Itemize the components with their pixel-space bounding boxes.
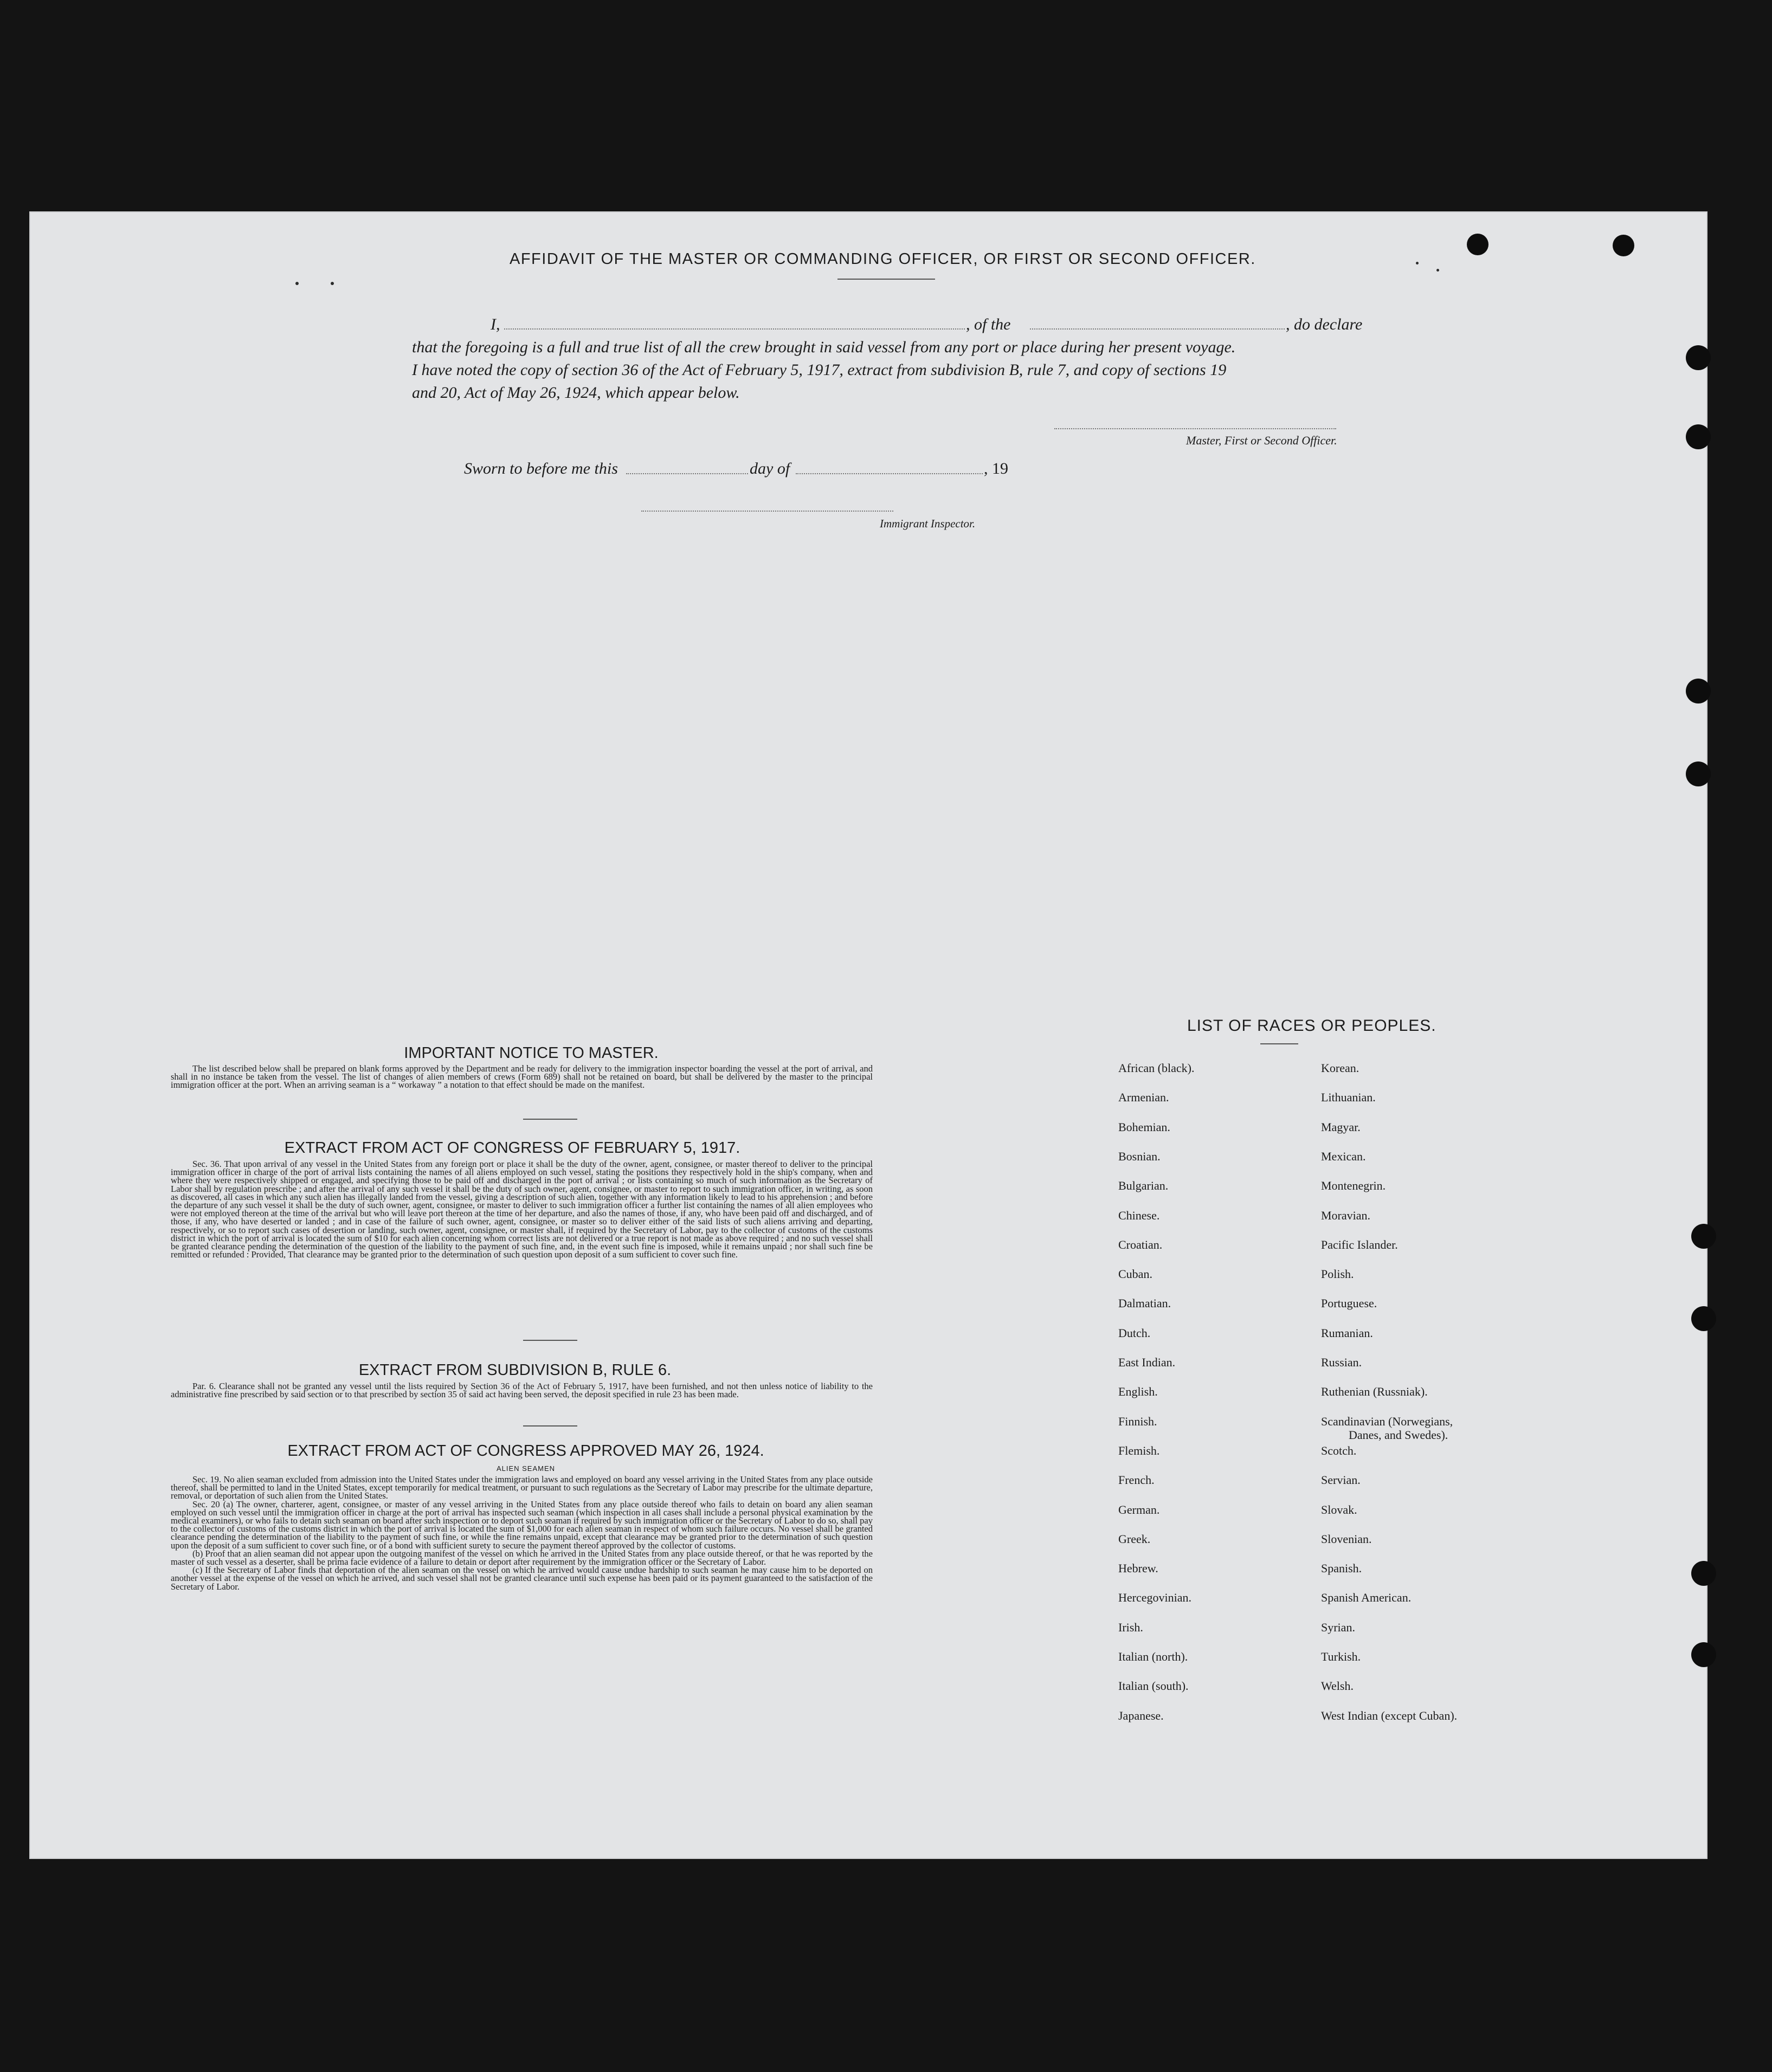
race-item: West Indian (except Cuban). [1321, 1709, 1458, 1722]
race-item: Chinese. [1118, 1209, 1160, 1222]
document-sheet [29, 211, 1707, 1859]
race-item: Irish. [1118, 1621, 1143, 1634]
punch-hole [1686, 345, 1711, 370]
subdivision-b-body [171, 1382, 873, 1398]
affidavit-line-4: and 20, Act of May 26, 1924, which appear below. [412, 384, 740, 402]
race-item: Slovak. [1321, 1503, 1357, 1516]
speck [1436, 269, 1439, 272]
affidavit-title: AFFIDAVIT OF THE MASTER OR COMMANDING OFFICER, OR FIRST OR SECOND OFFICER. [510, 250, 1256, 268]
race-item: Turkish. [1321, 1650, 1361, 1663]
punch-hole [1691, 1561, 1716, 1586]
master-signature-line [1054, 428, 1336, 429]
affidavit-line-2: that the foregoing is a full and true list of all the crew brought in said vessel from any port or place during her present voyage. [412, 338, 1236, 356]
race-item: Finnish. [1118, 1415, 1157, 1428]
speck [1416, 262, 1419, 264]
race-item: Magyar. [1321, 1120, 1361, 1134]
race-item: Moravian. [1321, 1209, 1371, 1222]
races-title-underline [1260, 1043, 1298, 1044]
race-item: Rumanian. [1321, 1326, 1373, 1340]
race-item: Slovenian. [1321, 1532, 1372, 1546]
extract-1917-title: EXTRACT FROM ACT OF CONGRESS OF FEBRUARY 5, 1917. [284, 1139, 740, 1157]
race-item: Portuguese. [1321, 1296, 1377, 1310]
punch-hole [1691, 1306, 1716, 1331]
race-item: Flemish. [1118, 1444, 1160, 1457]
race-item: Bulgarian. [1118, 1179, 1169, 1192]
races-title: LIST OF RACES OR PEOPLES. [1187, 1017, 1436, 1035]
master-caption: Master, First or Second Officer. [1186, 434, 1337, 447]
race-item: Pacific Islander. [1321, 1238, 1398, 1251]
inspector-caption: Immigrant Inspector. [880, 517, 976, 530]
speck [331, 282, 334, 285]
race-item: Servian. [1321, 1473, 1361, 1487]
race-item: Syrian. [1321, 1621, 1355, 1634]
inspector-signature-line [641, 511, 893, 512]
sworn-day-blank [626, 473, 748, 474]
race-item: Hercegovinian. [1118, 1591, 1191, 1604]
affidavit-do-declare: , do declare [1286, 315, 1363, 333]
race-item: Bosnian. [1118, 1150, 1161, 1163]
race-item: Dalmatian. [1118, 1296, 1171, 1310]
subdivision-b-title: EXTRACT FROM SUBDIVISION B, RULE 6. [358, 1361, 672, 1379]
race-item: African (black). [1118, 1061, 1195, 1075]
race-item: Ruthenian (Russniak). [1321, 1385, 1428, 1398]
race-item: Montenegrin. [1321, 1179, 1386, 1192]
race-item: French. [1118, 1473, 1155, 1487]
notice-paragraph: The list described below shall be prepared on blank forms approved by the Department and be ready for delivery to the immigration inspector boarding the vessel at the port of arrival, and shall in no instance be taken from the vessel. The list of changes of alien members of crews (Form 689) shall not be retained on board, but shall be delivered by the master to the principal immigration officer at the port. When an arriving seaman is a “ workaway ” a notation to that effect should be made on the manifest. [171, 1063, 873, 1090]
punch-hole [1686, 761, 1711, 786]
punch-hole [1613, 235, 1634, 256]
sec-20b-paragraph: (b) Proof that an alien seaman did not appear upon the outgoing manifest of the vessel on which he arrived in the United States from any place outside thereof, or that he was reported by the master of such vessel as a deserter, shall be prima facie evidence of a failure to detain or deport after requirement by the immigration officer or the Secretary of Labor. [171, 1548, 873, 1567]
race-item: Scotch. [1321, 1444, 1357, 1457]
alien-seamen-subtitle: ALIEN SEAMEN [496, 1464, 556, 1473]
race-item: Mexican. [1321, 1150, 1366, 1163]
name-blank [504, 328, 965, 330]
race-item: Italian (north). [1118, 1650, 1188, 1663]
race-item: Greek. [1118, 1532, 1151, 1546]
race-item: Polish. [1321, 1267, 1354, 1281]
punch-hole [1691, 1224, 1716, 1249]
race-item: Cuban. [1118, 1267, 1152, 1281]
extract-1917-divider [523, 1340, 577, 1341]
sworn-month-blank [796, 473, 983, 474]
race-item: Scandinavian (Norwegians, [1321, 1415, 1453, 1428]
notice-body [171, 1064, 873, 1089]
race-item: Welsh. [1321, 1679, 1354, 1693]
affidavit-line-3: I have noted the copy of section 36 of the Act of February 5, 1917, extract from subdivision B, rule 7, and copy of sections 19 [412, 361, 1227, 379]
speck [295, 282, 299, 285]
notice-title: IMPORTANT NOTICE TO MASTER. [404, 1044, 659, 1062]
sworn-label: Sworn to before me this [464, 460, 618, 477]
race-item: Dutch. [1118, 1326, 1151, 1340]
sworn-day-of: day of [750, 460, 790, 477]
race-item: Croatian. [1118, 1238, 1163, 1251]
extract-1917-body [171, 1160, 873, 1258]
vessel-blank [1030, 328, 1285, 330]
race-item: Spanish. [1321, 1561, 1362, 1575]
race-item: English. [1118, 1385, 1158, 1398]
punch-hole [1467, 234, 1489, 255]
race-item-scandinavian-continued: Danes, and Swedes). [1349, 1428, 1448, 1442]
punch-hole [1691, 1642, 1716, 1667]
sec-20c-paragraph: (c) If the Secretary of Labor finds that deportation of the alien seaman on the vessel on which he arrived would cause undue hardship to such seaman he may cause him to be deported on another vessel at the expense of the vessel on which he arrived, and such vessel shall not be granted clearance until such expense has been paid or its payment guaranteed to the satisfaction of the Secretary of Labor. [171, 1565, 873, 1592]
sworn-year-prefix: , 19 [984, 460, 1008, 477]
extract-1924-title: EXTRACT FROM ACT OF CONGRESS APPROVED MAY 26, 1924. [287, 1442, 764, 1460]
race-item: Lithuanian. [1321, 1090, 1376, 1104]
affidavit-of-the: , of the [966, 315, 1011, 333]
race-item: Bohemian. [1118, 1120, 1170, 1134]
race-item: Spanish American. [1321, 1591, 1412, 1604]
title-underline [837, 279, 935, 280]
sec-20a-paragraph: Sec. 20 (a) The owner, charterer, agent, consignee, or master of any vessel arriving in the United States from any place outside thereof who fails to detain on board any alien seaman employed on such vessel until the immigration officer in charge at the port of arrival has inspected such seaman (which inspection in all cases shall include a personal physical examination by the medical examiners), or who fails to detain such seaman on board after such inspection or to deport such seaman if required by such immigration officer or the Secretary of Labor to do so, shall pay to the collector of customs of the customs district in which the port of arrival is located the sum of $1,000 for each alien seaman in respect of whom such failure occurs. No vessel shall be granted clearance pending the determination of the liability to the payment of such fine, or while the fine remains unpaid, except that clearance may be granted prior to the determination of such question upon the deposit of a sum sufficient to cover such fine, or of a bond with sufficient surety to secure the payment thereof approved by the collector of customs. [171, 1499, 873, 1551]
extract-1924-body [171, 1475, 873, 1591]
punch-hole [1686, 424, 1711, 449]
race-item: Hebrew. [1118, 1561, 1158, 1575]
race-item: East Indian. [1118, 1355, 1176, 1369]
race-item: Korean. [1321, 1061, 1359, 1075]
subdivision-b-divider [523, 1425, 577, 1426]
punch-hole [1686, 679, 1711, 703]
race-item: German. [1118, 1503, 1160, 1516]
race-item: Japanese. [1118, 1709, 1164, 1722]
sec-19-paragraph: Sec. 19. No alien seaman excluded from admission into the United States under the immigration laws and employed on board any vessel arriving in the United States from any place outside thereof, shall be permitted to land in the United States, except temporarily for medical treatment, or pursuant to such regulations as the Secretary of Labor may prescribe for the ultimate departure, removal, or deportation of such alien from the United States. [171, 1474, 873, 1501]
race-item: Italian (south). [1118, 1679, 1189, 1693]
race-item: Armenian. [1118, 1090, 1169, 1104]
affidavit-i-label: I, [491, 315, 500, 333]
section-36-paragraph: Sec. 36. That upon arrival of any vessel in the United States from any foreign port or place it shall be the duty of the owner, agent, consignee, or master thereof to deliver to the principal immigration officer in charge of the port of arrival lists containing the names of all aliens employed on such vessel, stating the positions they respectively hold in the ship's company, when and where they were respectively shipped or engaged, and specifying those to be paid off and discharged in the port of arrival ; or lists containing so much of such information as the Secretary of Labor shall by regulation prescribe ; and after the arrival of any such vessel it shall be the duty of such owner, agent, consignee, or master to report to such immigration officer, in writing, as soon as discovered, all cases in which any such alien has illegally landed from the vessel, giving a description of such alien, together with any information likely to lead to his apprehension ; and before the departure of any such vessel it shall be the duty of such owner, agent, consignee, or master to deliver to such immigration officer a further list containing the names of all alien employees who were not employed thereon at the time of the arrival but who will leave port thereon at the time of her departure, and also the names of those, if any, who have been paid off and discharged, and of those, if any, who have deserted or landed ; and in case of the failure of such owner, agent, consignee, or master so to deliver either of the said lists of such aliens arriving and departing, respectively, or so to report such cases of desertion or landing, such owner, agent, consignee, or master shall, if required by the Secretary of Labor, pay to the collector of customs of the customs district in which the port of arrival is located the sum of $10 for each alien concerning whom correct lists are not delivered or a true report is not made as above required ; and no such vessel shall be granted clearance pending the determination of the question of the liability to the payment of such fine, and, in the event such fine is imposed, while it remains unpaid ; nor shall such fine be remitted or refunded : Provided, That clearance may be granted prior to the determination of such question upon deposit of a sum sufficient to cover such fine. [171, 1159, 873, 1260]
par-6-paragraph: Par. 6. Clearance shall not be granted any vessel until the lists required by Section 36 of the Act of February 5, 1917, have been furnished, and not then unless notice of liability to the administrative fine prescribed by said section or to that prescribed by section 35 of said act having been served, the deposit specified in rule 23 has been made. [171, 1381, 873, 1400]
notice-divider [523, 1119, 577, 1120]
race-item: Russian. [1321, 1355, 1362, 1369]
